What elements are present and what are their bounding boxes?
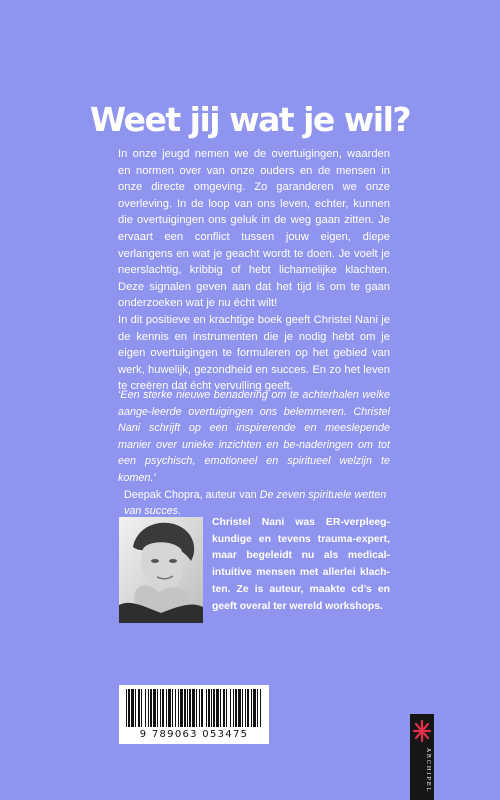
blurb [118,146,390,395]
endorsement-quote [118,387,390,520]
blurb-paragraph-2: In dit positieve en krachtige boek geeft Christel Nani je de kennis en instrumenten die je nodig hebt om je eigen overtuigingen te formuleren op het gebied van werk, huwelijk, gezondheid en succes. En zo het leven te creëren dat écht vervulling geeft. [118,313,390,393]
author-portrait-image [119,517,203,623]
star-icon [413,718,431,744]
publisher-name: ARCHIPEL [425,748,431,794]
blurb-paragraph-1: In onze jeugd nemen we de overtuigingen, waarden en normen over van onze ouders en de mensen in onze directe omgeving. Zo garanderen we onze overleving. In de loop van ons leven, echter, kunnen die overtuigingen ons geluk in de weg gaan zitten. Je ervaart een conflict tussen jouw eigen, diepe verlangens en wat je geacht wordt te doen. Je voelt je neerslachtig, kribbig of hebt lichamelijke klachten. Deze signalen geven aan dat het tijd is om te gaan onderzoeken wat je nu écht wilt! [118,148,390,310]
author-bio: Christel Nani was ER-verpleeg-kundige en tevens trauma-expert, maar begeleidt nu als medical-intuitive mensen met allerlei klach-ten. Ze is auteur, maakte cd’s en geeft overal ter wereld workshops. [212,517,390,612]
cover-title: Weet jij wat je wil? [89,100,411,139]
barcode-bars [124,689,264,727]
quote-text: ‘Een sterke nieuwe benadering om te achterhalen welke aange-leerde overtuigingen ons belemmeren. Christel Nani schrijft op een inspirerende en meeslepende manier over unieke inzichten en be-naderingen om tot een psychisch, emotioneel en spiritueel welzijn te komen.’ [118,389,390,484]
quote-end: . [178,505,182,518]
quote-book-title: De zeven spirituele wetten van succes [124,488,387,518]
barcode [119,685,269,744]
author-photo [119,517,203,623]
publisher-logo [410,714,434,800]
quote-author: Deepak Chopra, auteur van [124,488,260,501]
isbn-number: 9 789063 053475 [139,729,249,740]
